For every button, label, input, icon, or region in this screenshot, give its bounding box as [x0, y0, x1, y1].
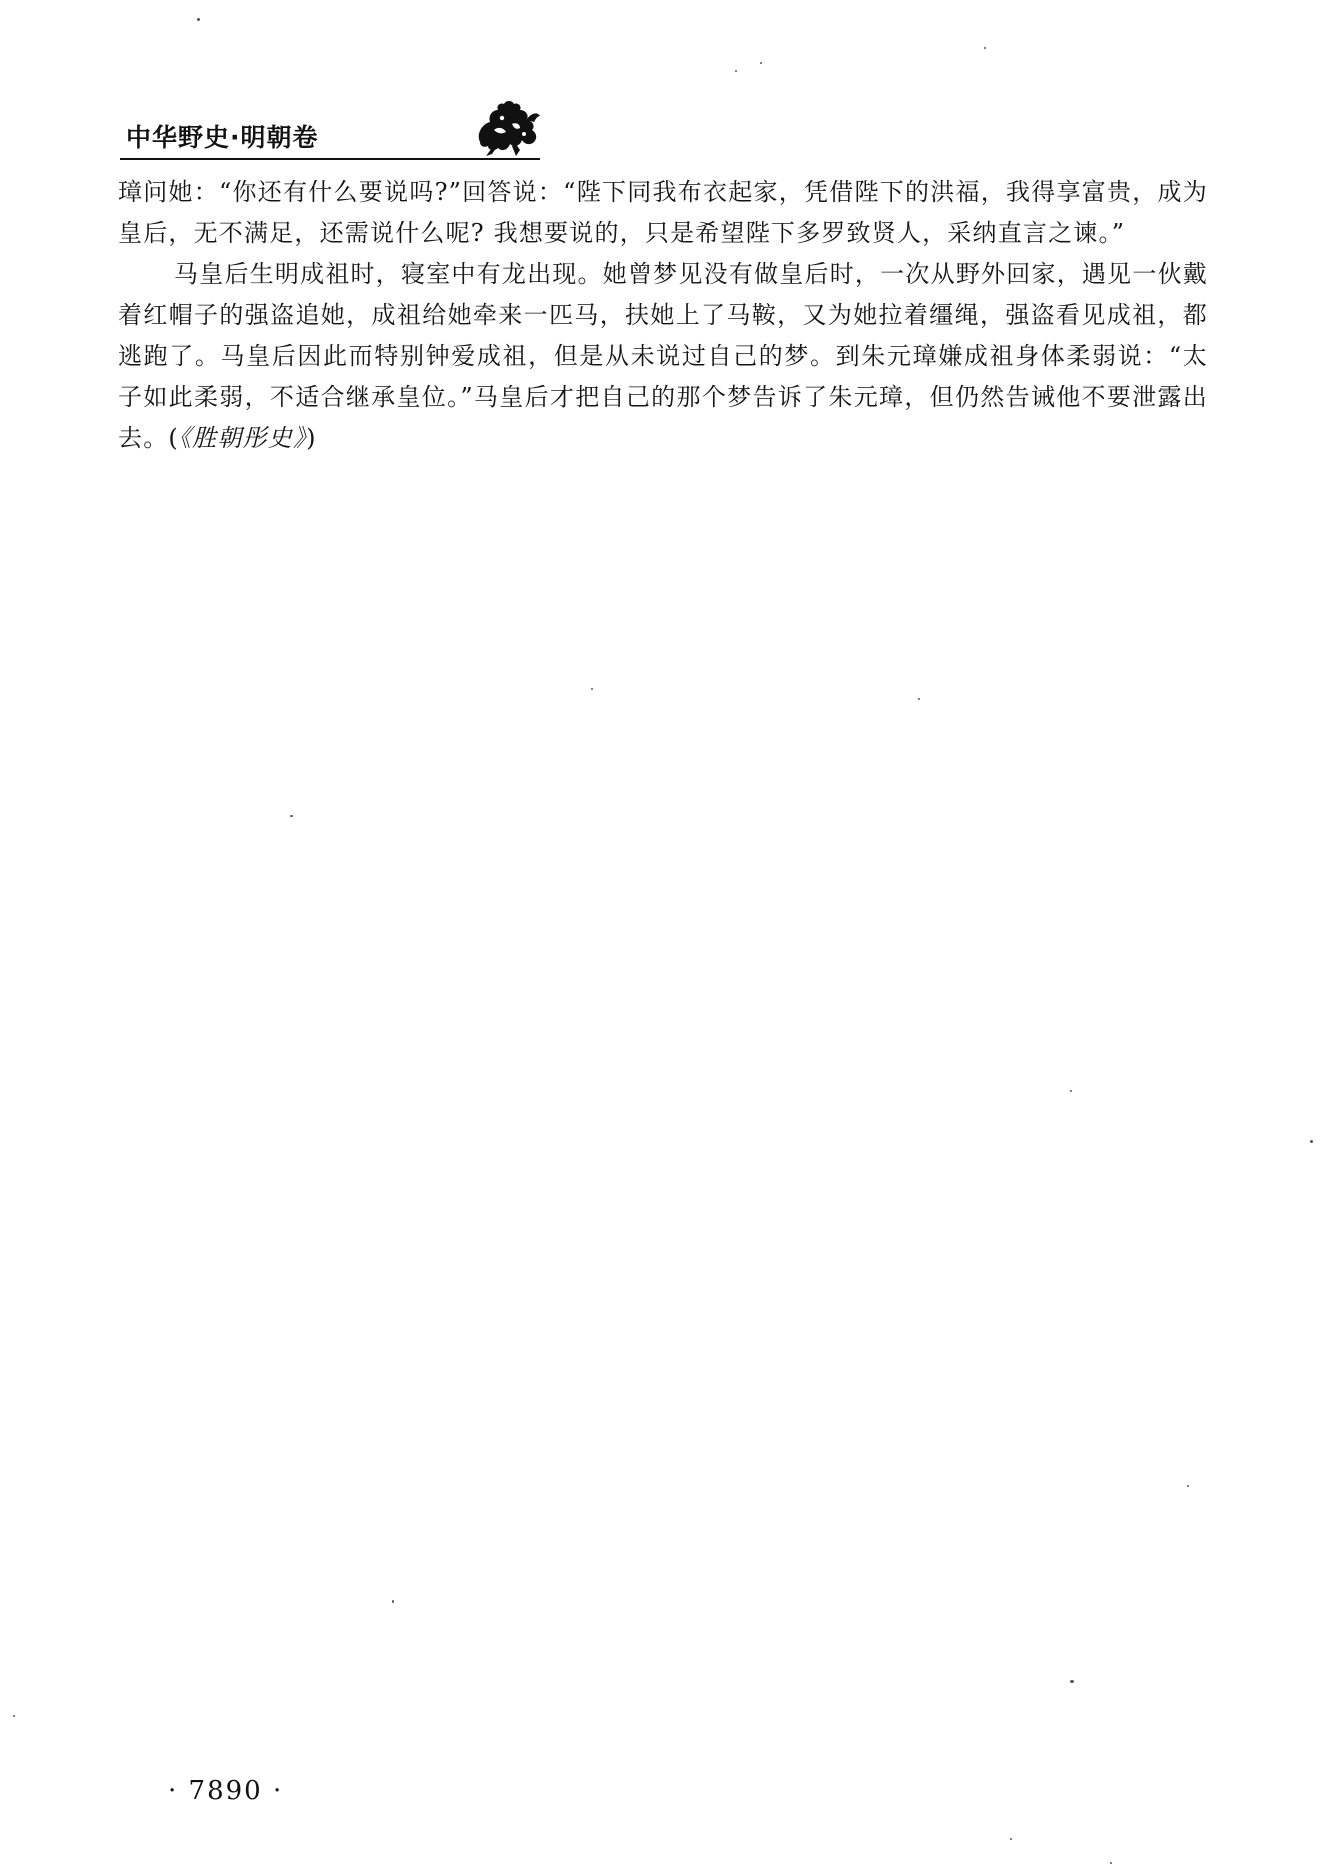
book-title: 中华野史·明朝卷: [126, 123, 319, 152]
scan-speck: [735, 70, 737, 72]
scan-speck: [1110, 1862, 1112, 1864]
scan-speck: [918, 698, 920, 700]
scan-speck: [591, 688, 593, 690]
scan-speck: [392, 1600, 394, 1603]
header-divider: [120, 158, 540, 160]
body-text: [118, 172, 1208, 459]
scan-speck: [1310, 1140, 1313, 1143]
scan-speck: [290, 815, 293, 817]
scan-speck: [1187, 1485, 1189, 1487]
source-citation: 《胜朝彤史》: [178, 424, 307, 452]
scan-speck: [1010, 1838, 1012, 1840]
scan-speck: [1070, 1090, 1072, 1092]
source-close-paren: ): [306, 424, 317, 452]
paragraph-text: 马皇后生明成祖时，寝室中有龙出现。她曾梦见没有做皇后时，一次从野外回家，遇见一伙戴着红帽子的强盗追她，成祖给她牵来一匹马，扶她上了马鞍，又为她拉着缰绳，强盗看见成祖，都逃跑了。马皇后因此而特别钟爱成祖，但是从未说过自己的梦。到朱元璋嫌成祖身体柔弱说：“太子如此柔弱，不适合继承皇位。”马皇后才把自己的那个梦告诉了朱元璋，但仍然告诫他不要泄露出去。(: [118, 260, 1208, 452]
paragraph-text: 璋问她：“你还有什么要说吗?”回答说：“陛下同我布衣起家，凭借陛下的洪福，我得享富贵，成为皇后，无不满足，还需说什么呢? 我想要说的，只是希望陛下多罗致贤人，采纳直言之谏。”: [118, 178, 1208, 247]
scan-speck: [13, 1715, 15, 1717]
scan-speck: [984, 47, 986, 49]
scan-speck: [197, 18, 200, 21]
dragon-emblem-icon: [472, 98, 544, 158]
paragraph: [118, 172, 1208, 254]
paragraph: [118, 254, 1208, 459]
running-header: [120, 110, 540, 160]
scan-speck: [760, 62, 762, 64]
page-number: · 7890 ·: [168, 1776, 284, 1806]
scan-speck: [1070, 1680, 1074, 1683]
